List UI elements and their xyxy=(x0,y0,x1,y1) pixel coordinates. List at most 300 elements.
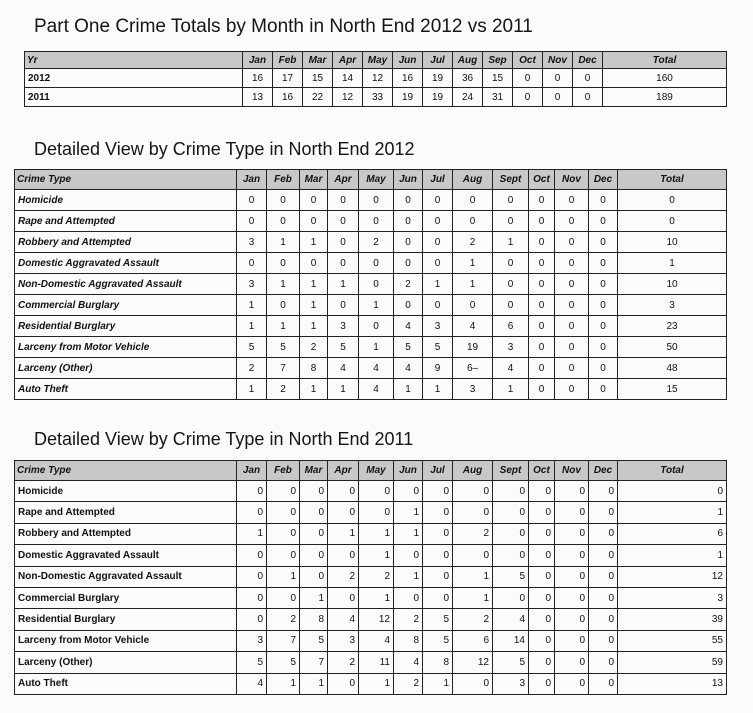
table-cell: 7 xyxy=(300,652,328,673)
table-cell: 0 xyxy=(555,232,589,253)
table-cell: 1 xyxy=(328,379,359,400)
table-cell: 0 xyxy=(423,190,453,211)
column-header: Aug xyxy=(453,52,483,69)
column-header: Nov xyxy=(543,52,573,69)
table-cell: 0 xyxy=(267,295,300,316)
table-cell: 0 xyxy=(589,295,618,316)
table-row xyxy=(25,69,727,88)
table-cell: 1 xyxy=(493,379,529,400)
table-cell: 0 xyxy=(589,232,618,253)
table-cell: 4 xyxy=(453,316,493,337)
column-header: Aug xyxy=(453,461,493,481)
table-cell: 5 xyxy=(423,630,453,651)
table-row xyxy=(15,274,727,295)
table-cell: 0 xyxy=(300,523,328,544)
table-cell: 5 xyxy=(423,337,453,358)
table-cell: 16 xyxy=(243,69,273,88)
table-cell: 36 xyxy=(453,69,483,88)
table-cell: 0 xyxy=(237,587,267,608)
column-header: Jun xyxy=(394,461,423,481)
table-cell: 4 xyxy=(394,652,423,673)
table-cell: 0 xyxy=(573,69,603,88)
table-cell: 0 xyxy=(394,295,423,316)
table-row xyxy=(15,673,727,694)
table-cell: 0 xyxy=(423,232,453,253)
table-cell: 0 xyxy=(493,481,529,502)
table-cell: 3 xyxy=(493,673,529,694)
table-cell: 3 xyxy=(237,232,267,253)
table-cell: 0 xyxy=(237,481,267,502)
table-cell: 0 xyxy=(394,253,423,274)
table-row xyxy=(15,652,727,673)
table-cell: 0 xyxy=(589,523,618,544)
column-header: Apr xyxy=(328,170,359,190)
table-cell: 0 xyxy=(493,523,529,544)
column-header: Mar xyxy=(300,170,328,190)
table-cell: 11 xyxy=(359,652,394,673)
table-cell: 0 xyxy=(328,232,359,253)
column-header: Dec xyxy=(573,52,603,69)
row-label: Auto Theft xyxy=(15,673,237,694)
table-cell: 1 xyxy=(300,379,328,400)
monthly-totals-table xyxy=(24,51,727,107)
table-row xyxy=(15,566,727,587)
table-cell: 0 xyxy=(394,545,423,566)
table-cell: 0 xyxy=(493,211,529,232)
table-cell: 0 xyxy=(423,481,453,502)
table-cell: 2 xyxy=(394,609,423,630)
table-cell: 0 xyxy=(359,502,394,523)
table-cell: 4 xyxy=(237,673,267,694)
table-cell: 1 xyxy=(237,523,267,544)
table-cell: 1 xyxy=(328,523,359,544)
table-row xyxy=(15,316,727,337)
table-cell: 1 xyxy=(394,379,423,400)
table-cell: 0 xyxy=(529,232,555,253)
table-cell: 14 xyxy=(333,69,363,88)
table-cell: 4 xyxy=(359,379,394,400)
table-cell: 0 xyxy=(555,337,589,358)
table-cell: 0 xyxy=(328,481,359,502)
table-cell: 9 xyxy=(423,358,453,379)
table-cell: 6 xyxy=(493,316,529,337)
table-cell: 0 xyxy=(493,253,529,274)
table-cell: 0 xyxy=(618,211,727,232)
table-cell: 5 xyxy=(237,652,267,673)
column-header: Jul xyxy=(423,52,453,69)
table-cell: 12 xyxy=(333,88,363,107)
row-label: Larceny (Other) xyxy=(15,358,237,379)
table-cell: 0 xyxy=(237,190,267,211)
table-cell: 1 xyxy=(359,295,394,316)
table-cell: 0 xyxy=(493,502,529,523)
table-cell: 0 xyxy=(300,211,328,232)
table-cell: 12 xyxy=(359,609,394,630)
column-header: Jun xyxy=(394,170,423,190)
row-label: Domestic Aggravated Assault xyxy=(15,253,237,274)
table-cell: 0 xyxy=(493,545,529,566)
table-cell: 23 xyxy=(618,316,727,337)
table-cell: 4 xyxy=(493,609,529,630)
table-cell: 0 xyxy=(555,379,589,400)
table-cell: 0 xyxy=(267,587,300,608)
column-header: Total xyxy=(603,52,727,69)
table-cell: 1 xyxy=(394,502,423,523)
row-label: Rape and Attempted xyxy=(15,502,237,523)
table-cell: 3 xyxy=(328,630,359,651)
table-cell: 14 xyxy=(493,630,529,651)
table-cell: 0 xyxy=(529,587,555,608)
table-cell: 2 xyxy=(359,566,394,587)
table-cell: 0 xyxy=(237,566,267,587)
table-cell: 3 xyxy=(618,295,727,316)
table-cell: 0 xyxy=(589,652,618,673)
table-cell: 0 xyxy=(359,190,394,211)
table-cell: 0 xyxy=(529,190,555,211)
table-cell: 0 xyxy=(453,481,493,502)
table-cell: 0 xyxy=(555,523,589,544)
table-cell: 0 xyxy=(529,673,555,694)
table-cell: 1 xyxy=(394,566,423,587)
table-cell: 2 xyxy=(328,566,359,587)
table-row xyxy=(15,609,727,630)
table-cell: 8 xyxy=(394,630,423,651)
table-cell: 15 xyxy=(483,69,513,88)
table-cell: 0 xyxy=(237,211,267,232)
table-row xyxy=(15,253,727,274)
table-cell: 0 xyxy=(453,211,493,232)
column-header: Jan xyxy=(237,170,267,190)
column-header: Mar xyxy=(303,52,333,69)
table-cell: 0 xyxy=(555,295,589,316)
table-cell: 0 xyxy=(529,295,555,316)
table-cell: 5 xyxy=(423,609,453,630)
table-cell: 17 xyxy=(273,69,303,88)
table-cell: 0 xyxy=(359,316,394,337)
table-cell: 0 xyxy=(555,190,589,211)
table-cell: 1 xyxy=(267,274,300,295)
table-cell: 0 xyxy=(493,295,529,316)
column-header: Feb xyxy=(273,52,303,69)
table-cell: 0 xyxy=(493,274,529,295)
column-header: Jan xyxy=(237,461,267,481)
table-cell: 0 xyxy=(555,545,589,566)
row-label: Robbery and Attempted xyxy=(15,523,237,544)
table-cell: 0 xyxy=(328,190,359,211)
row-label: Larceny from Motor Vehicle xyxy=(15,630,237,651)
table-cell: 1 xyxy=(359,337,394,358)
table-cell: 3 xyxy=(237,274,267,295)
table-cell: 12 xyxy=(363,69,393,88)
table-cell: 0 xyxy=(328,502,359,523)
table-cell: 5 xyxy=(394,337,423,358)
table-cell: 0 xyxy=(589,337,618,358)
table-cell: 4 xyxy=(493,358,529,379)
table-cell: 1 xyxy=(359,523,394,544)
table-cell: 6 xyxy=(453,630,493,651)
table-cell: 1 xyxy=(237,295,267,316)
table-cell: 8 xyxy=(300,358,328,379)
table-cell: 0 xyxy=(394,232,423,253)
table-cell: 10 xyxy=(618,232,727,253)
column-header: Feb xyxy=(267,170,300,190)
column-header: Mar xyxy=(300,461,328,481)
table-cell: 4 xyxy=(359,630,394,651)
row-label: Larceny (Other) xyxy=(15,652,237,673)
table-cell: 31 xyxy=(483,88,513,107)
table-cell: 1 xyxy=(300,295,328,316)
table-cell: 1 xyxy=(237,316,267,337)
table-cell: 0 xyxy=(453,190,493,211)
table-cell: 5 xyxy=(267,337,300,358)
table-cell: 3 xyxy=(328,316,359,337)
table-cell: 12 xyxy=(618,566,727,587)
column-header: Oct xyxy=(513,52,543,69)
table-cell: 1 xyxy=(359,587,394,608)
table-cell: 0 xyxy=(589,211,618,232)
table-cell: 2 xyxy=(267,379,300,400)
row-label: 2012 xyxy=(25,69,243,88)
table-cell: 55 xyxy=(618,630,727,651)
table-cell: 0 xyxy=(237,253,267,274)
table-cell: 0 xyxy=(589,545,618,566)
table-cell: 0 xyxy=(267,545,300,566)
table-cell: 0 xyxy=(618,481,727,502)
table-cell: 0 xyxy=(529,609,555,630)
section-title-2011-detail: Detailed View by Crime Type in North End 2011 xyxy=(34,429,414,449)
table-cell: 3 xyxy=(423,316,453,337)
table-cell: 0 xyxy=(423,502,453,523)
table-row xyxy=(15,587,727,608)
table-cell: 4 xyxy=(394,358,423,379)
table-cell: 0 xyxy=(555,316,589,337)
table-cell: 5 xyxy=(237,337,267,358)
table-cell: 19 xyxy=(453,337,493,358)
row-label: Residential Burglary xyxy=(15,316,237,337)
table-row xyxy=(15,630,727,651)
table-cell: 1 xyxy=(237,379,267,400)
table-cell: 0 xyxy=(555,566,589,587)
table-cell: 2 xyxy=(359,232,394,253)
table-cell: 0 xyxy=(394,190,423,211)
table-cell: 2 xyxy=(453,609,493,630)
table-cell: 1 xyxy=(267,316,300,337)
column-header: Apr xyxy=(328,461,359,481)
column-header: Total xyxy=(618,170,727,190)
table-header-row xyxy=(15,170,727,190)
table-cell: 0 xyxy=(453,295,493,316)
table-cell: 0 xyxy=(300,545,328,566)
table-cell: 0 xyxy=(555,274,589,295)
table-cell: 189 xyxy=(603,88,727,107)
table-cell: 0 xyxy=(237,609,267,630)
section-title-2012-detail: Detailed View by Crime Type in North End 2012 xyxy=(34,139,415,159)
table-cell: 0 xyxy=(394,211,423,232)
table-cell: 16 xyxy=(273,88,303,107)
column-header: Nov xyxy=(555,170,589,190)
row-label: Domestic Aggravated Assault xyxy=(15,545,237,566)
column-header: Feb xyxy=(267,461,300,481)
table-cell: 0 xyxy=(555,253,589,274)
table-cell: 0 xyxy=(237,502,267,523)
table-cell: 0 xyxy=(555,673,589,694)
table-cell: 2 xyxy=(394,673,423,694)
column-header: May xyxy=(359,170,394,190)
table-cell: 0 xyxy=(423,253,453,274)
table-cell: 1 xyxy=(493,232,529,253)
column-header: Jul xyxy=(423,461,453,481)
column-header: Oct xyxy=(529,461,555,481)
table-row xyxy=(15,232,727,253)
table-cell: 1 xyxy=(267,232,300,253)
row-label: Commercial Burglary xyxy=(15,587,237,608)
table-cell: 0 xyxy=(555,211,589,232)
column-header: Dec xyxy=(589,170,618,190)
table-cell: 1 xyxy=(267,673,300,694)
table-cell: 0 xyxy=(529,211,555,232)
row-label: Rape and Attempted xyxy=(15,211,237,232)
table-cell: 0 xyxy=(423,295,453,316)
table-cell: 0 xyxy=(423,545,453,566)
table-cell: 0 xyxy=(589,274,618,295)
table-cell: 33 xyxy=(363,88,393,107)
table-cell: 1 xyxy=(618,545,727,566)
table-cell: 0 xyxy=(543,88,573,107)
table-row xyxy=(15,545,727,566)
table-cell: 0 xyxy=(618,190,727,211)
table-cell: 0 xyxy=(493,587,529,608)
row-label: Residential Burglary xyxy=(15,609,237,630)
column-header: Apr xyxy=(333,52,363,69)
table-cell: 1 xyxy=(423,379,453,400)
table-cell: 3 xyxy=(493,337,529,358)
table-cell: 5 xyxy=(493,652,529,673)
table-cell: 2 xyxy=(267,609,300,630)
table-cell: 1 xyxy=(267,566,300,587)
crime-type-2012-table xyxy=(14,169,727,400)
table-cell: 12 xyxy=(453,652,493,673)
table-cell: 0 xyxy=(359,481,394,502)
table-cell: 0 xyxy=(453,673,493,694)
table-cell: 5 xyxy=(267,652,300,673)
table-cell: 0 xyxy=(589,502,618,523)
table-cell: 2 xyxy=(328,652,359,673)
column-header: Crime Type xyxy=(15,170,237,190)
table-cell: 0 xyxy=(589,630,618,651)
table-cell: 0 xyxy=(394,481,423,502)
table-cell: 19 xyxy=(423,69,453,88)
table-cell: 0 xyxy=(423,211,453,232)
table-cell: 50 xyxy=(618,337,727,358)
table-cell: 0 xyxy=(589,379,618,400)
table-cell: 0 xyxy=(529,566,555,587)
table-cell: 0 xyxy=(555,358,589,379)
table-cell: 0 xyxy=(529,274,555,295)
table-cell: 15 xyxy=(303,69,333,88)
table-cell: 10 xyxy=(618,274,727,295)
table-row xyxy=(25,88,727,107)
column-header: Dec xyxy=(589,461,618,481)
table-cell: 0 xyxy=(513,88,543,107)
table-cell: 0 xyxy=(423,523,453,544)
table-cell: 0 xyxy=(555,652,589,673)
table-cell: 22 xyxy=(303,88,333,107)
table-cell: 1 xyxy=(328,274,359,295)
table-cell: 3 xyxy=(237,630,267,651)
table-row xyxy=(15,337,727,358)
table-row xyxy=(15,523,727,544)
table-cell: 1 xyxy=(453,253,493,274)
table-cell: 0 xyxy=(555,609,589,630)
table-cell: 0 xyxy=(359,211,394,232)
table-cell: 1 xyxy=(300,232,328,253)
table-cell: 0 xyxy=(529,316,555,337)
table-cell: 39 xyxy=(618,609,727,630)
table-cell: 0 xyxy=(589,481,618,502)
table-cell: 2 xyxy=(453,523,493,544)
table-cell: 0 xyxy=(453,545,493,566)
table-cell: 0 xyxy=(555,587,589,608)
table-cell: 0 xyxy=(300,190,328,211)
table-cell: 0 xyxy=(529,523,555,544)
table-cell: 0 xyxy=(529,379,555,400)
column-header: Sep xyxy=(483,52,513,69)
table-cell: 0 xyxy=(589,253,618,274)
table-cell: 2 xyxy=(300,337,328,358)
table-cell: 16 xyxy=(393,69,423,88)
row-label: 2011 xyxy=(25,88,243,107)
table-cell: 0 xyxy=(589,358,618,379)
table-cell: 0 xyxy=(555,481,589,502)
section-title-totals: Part One Crime Totals by Month in North End 2012 vs 2011 xyxy=(34,16,533,37)
table-cell: 0 xyxy=(529,652,555,673)
table-cell: 0 xyxy=(573,88,603,107)
table-cell: 24 xyxy=(453,88,483,107)
table-header-row xyxy=(15,461,727,481)
table-cell: 1 xyxy=(300,673,328,694)
table-cell: 19 xyxy=(393,88,423,107)
row-label: Auto Theft xyxy=(15,379,237,400)
table-cell: 8 xyxy=(423,652,453,673)
table-cell: 0 xyxy=(529,253,555,274)
table-cell: 0 xyxy=(328,587,359,608)
table-cell: 1 xyxy=(394,523,423,544)
table-cell: 0 xyxy=(529,545,555,566)
table-cell: 48 xyxy=(618,358,727,379)
table-cell: 2 xyxy=(394,274,423,295)
table-cell: 3 xyxy=(453,379,493,400)
table-cell: 0 xyxy=(589,673,618,694)
table-cell: 6– xyxy=(453,358,493,379)
table-cell: 2 xyxy=(453,232,493,253)
table-cell: 0 xyxy=(589,190,618,211)
column-header: Sept xyxy=(493,461,529,481)
table-header-row xyxy=(25,52,727,69)
table-row xyxy=(15,358,727,379)
table-cell: 0 xyxy=(328,673,359,694)
table-cell: 0 xyxy=(300,481,328,502)
table-cell: 0 xyxy=(328,253,359,274)
table-cell: 0 xyxy=(267,211,300,232)
column-header: Jan xyxy=(243,52,273,69)
table-cell: 8 xyxy=(300,609,328,630)
table-cell: 0 xyxy=(237,545,267,566)
table-cell: 0 xyxy=(267,481,300,502)
table-cell: 3 xyxy=(618,587,727,608)
table-cell: 15 xyxy=(618,379,727,400)
row-label: Commercial Burglary xyxy=(15,295,237,316)
table-row xyxy=(15,211,727,232)
